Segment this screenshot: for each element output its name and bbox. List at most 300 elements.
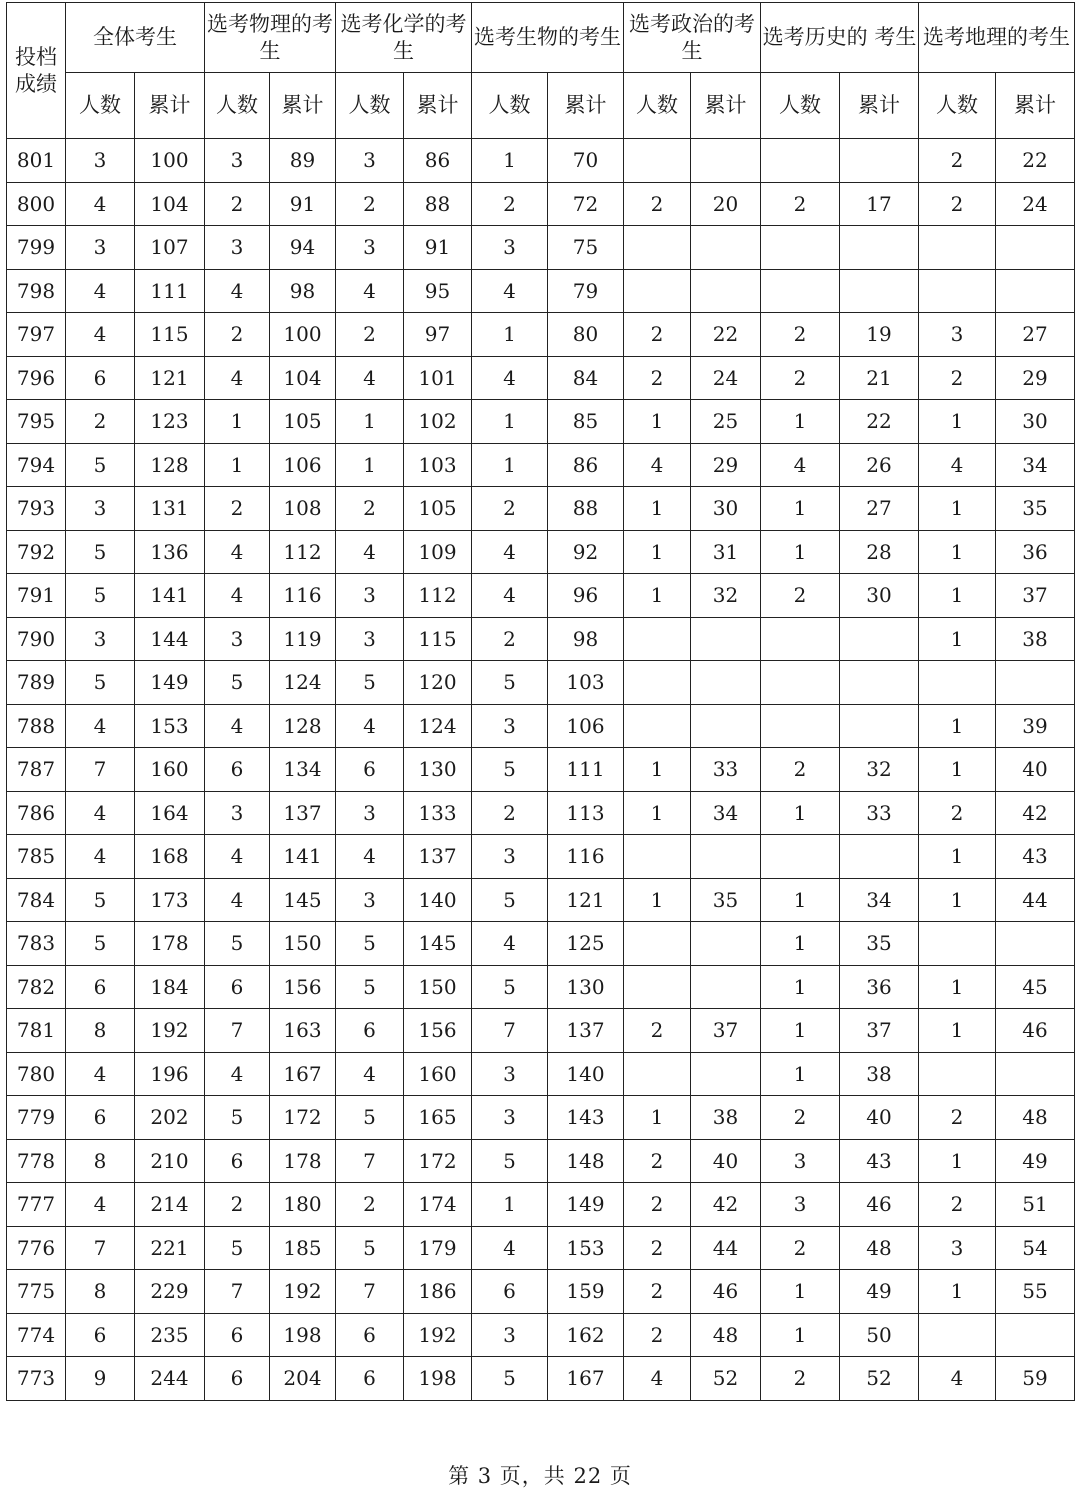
cumulative-cell: 50 [840,1313,919,1357]
cumulative-cell [691,617,761,661]
cumulative-cell: 111 [135,269,205,313]
cumulative-cell: 180 [270,1183,336,1227]
cumulative-cell [691,965,761,1009]
score-cell: 794 [7,443,66,487]
cumulative-cell: 137 [404,835,472,879]
count-cell: 5 [472,661,548,705]
count-cell: 6 [472,1270,548,1314]
cumulative-cell: 192 [270,1270,336,1314]
count-cell: 6 [336,1313,404,1357]
count-cell: 6 [66,1313,135,1357]
cumulative-cell: 37 [840,1009,919,1053]
count-cell: 4 [472,922,548,966]
cumulative-cell: 39 [996,704,1075,748]
count-cell: 2 [919,791,996,835]
count-cell: 2 [336,313,404,357]
count-cell: 1 [472,443,548,487]
cumulative-cell: 25 [691,400,761,444]
count-cell: 3 [205,791,270,835]
count-cell: 4 [472,269,548,313]
count-cell: 1 [919,835,996,879]
count-cell: 2 [205,182,270,226]
count-cell: 5 [66,922,135,966]
cumulative-cell: 156 [404,1009,472,1053]
count-cell: 3 [919,313,996,357]
count-cell: 4 [205,269,270,313]
cumulative-cell [840,661,919,705]
cumulative-header: 累计 [404,73,472,139]
cumulative-cell [691,226,761,270]
cumulative-cell: 128 [135,443,205,487]
cumulative-cell: 128 [270,704,336,748]
cumulative-cell: 160 [135,748,205,792]
cumulative-cell: 148 [548,1139,624,1183]
count-cell: 3 [761,1139,840,1183]
score-cell: 777 [7,1183,66,1227]
cumulative-cell: 29 [691,443,761,487]
count-cell: 1 [761,530,840,574]
cumulative-cell: 131 [135,487,205,531]
count-header: 人数 [919,73,996,139]
count-cell: 5 [472,1139,548,1183]
count-cell [919,226,996,270]
table-row [7,1139,1075,1183]
cumulative-cell: 22 [996,139,1075,183]
cumulative-cell: 42 [996,791,1075,835]
cumulative-cell: 48 [691,1313,761,1357]
cumulative-cell: 168 [135,835,205,879]
cumulative-cell: 204 [270,1357,336,1401]
count-cell: 1 [472,1183,548,1227]
count-cell: 2 [624,1226,691,1270]
count-cell [761,226,840,270]
count-cell: 4 [66,182,135,226]
count-cell: 3 [336,617,404,661]
table-row [7,1096,1075,1140]
count-cell: 1 [761,791,840,835]
count-cell: 6 [66,1096,135,1140]
count-cell: 2 [472,617,548,661]
cumulative-cell: 119 [270,617,336,661]
cumulative-cell [840,835,919,879]
count-cell: 2 [336,182,404,226]
cumulative-cell [996,226,1075,270]
count-cell: 4 [336,1052,404,1096]
group-header-physics: 选考物理的考生 [205,3,336,73]
table-row [7,1183,1075,1227]
cumulative-cell: 19 [840,313,919,357]
cumulative-cell: 72 [548,182,624,226]
cumulative-cell: 75 [548,226,624,270]
score-cell: 781 [7,1009,66,1053]
count-cell: 4 [205,1052,270,1096]
cumulative-cell: 165 [404,1096,472,1140]
count-cell: 1 [761,1052,840,1096]
cumulative-cell: 141 [270,835,336,879]
cumulative-cell: 107 [135,226,205,270]
count-cell [624,269,691,313]
cumulative-cell: 192 [135,1009,205,1053]
count-cell: 4 [624,443,691,487]
cumulative-cell: 167 [548,1357,624,1401]
score-cell: 789 [7,661,66,705]
cumulative-cell [691,835,761,879]
count-cell: 1 [624,574,691,618]
count-cell: 7 [205,1009,270,1053]
count-cell: 2 [919,1096,996,1140]
count-cell: 3 [336,139,404,183]
group-header-biology: 选考生物的考生 [472,3,624,73]
count-cell [624,661,691,705]
table-row [7,574,1075,618]
table-body [7,139,1075,1401]
cumulative-cell: 137 [548,1009,624,1053]
count-cell: 3 [66,487,135,531]
cumulative-cell: 162 [548,1313,624,1357]
cumulative-cell: 244 [135,1357,205,1401]
count-cell: 5 [472,878,548,922]
count-cell [919,1313,996,1357]
cumulative-cell: 149 [548,1183,624,1227]
cumulative-header: 累计 [270,73,336,139]
count-cell: 4 [66,1052,135,1096]
cumulative-cell: 105 [270,400,336,444]
count-cell: 4 [66,791,135,835]
count-cell: 5 [66,661,135,705]
count-cell [624,617,691,661]
table-row [7,487,1075,531]
count-cell: 2 [472,487,548,531]
cumulative-cell: 106 [548,704,624,748]
cumulative-cell: 86 [404,139,472,183]
cumulative-cell: 48 [840,1226,919,1270]
score-cell: 795 [7,400,66,444]
cumulative-cell: 91 [404,226,472,270]
group-header-chemistry: 选考化学的考生 [336,3,472,73]
cumulative-cell [840,226,919,270]
count-cell: 5 [336,922,404,966]
cumulative-header: 累计 [135,73,205,139]
count-cell: 2 [624,1313,691,1357]
count-cell [761,269,840,313]
cumulative-cell: 89 [270,139,336,183]
count-cell: 4 [66,835,135,879]
count-cell: 1 [472,400,548,444]
cumulative-cell: 37 [996,574,1075,618]
count-cell: 1 [919,487,996,531]
cumulative-cell: 141 [135,574,205,618]
count-cell: 1 [919,1009,996,1053]
count-cell: 5 [336,965,404,1009]
table-row [7,139,1075,183]
cumulative-cell: 173 [135,878,205,922]
count-cell: 5 [205,922,270,966]
cumulative-cell: 178 [270,1139,336,1183]
cumulative-cell: 100 [270,313,336,357]
table-row [7,313,1075,357]
score-cell: 783 [7,922,66,966]
cumulative-cell: 120 [404,661,472,705]
cumulative-cell: 43 [840,1139,919,1183]
count-cell: 4 [66,269,135,313]
score-cell: 788 [7,704,66,748]
count-cell: 2 [472,182,548,226]
cumulative-cell: 104 [270,356,336,400]
count-cell: 4 [336,269,404,313]
count-header: 人数 [624,73,691,139]
count-cell: 5 [472,748,548,792]
cumulative-header: 累计 [691,73,761,139]
cumulative-cell: 109 [404,530,472,574]
count-cell [919,661,996,705]
count-cell: 2 [205,313,270,357]
count-cell: 5 [66,443,135,487]
cumulative-cell: 30 [996,400,1075,444]
cumulative-cell: 44 [691,1226,761,1270]
count-cell: 3 [472,835,548,879]
cumulative-cell: 116 [270,574,336,618]
count-cell: 7 [472,1009,548,1053]
score-cell: 790 [7,617,66,661]
count-cell: 3 [336,574,404,618]
count-cell: 5 [205,661,270,705]
count-cell: 1 [761,1270,840,1314]
cumulative-cell: 134 [270,748,336,792]
cumulative-cell: 98 [270,269,336,313]
cumulative-cell: 98 [548,617,624,661]
cumulative-cell: 143 [548,1096,624,1140]
cumulative-cell: 149 [135,661,205,705]
count-cell: 2 [761,182,840,226]
count-cell: 2 [205,487,270,531]
cumulative-cell [996,922,1075,966]
count-cell: 2 [761,748,840,792]
cumulative-cell: 137 [270,791,336,835]
cumulative-cell: 34 [691,791,761,835]
cumulative-cell: 33 [691,748,761,792]
table-row [7,530,1075,574]
count-cell: 9 [66,1357,135,1401]
cumulative-cell: 91 [270,182,336,226]
cumulative-cell: 159 [548,1270,624,1314]
cumulative-cell: 115 [404,617,472,661]
count-cell: 4 [336,704,404,748]
cumulative-cell: 52 [840,1357,919,1401]
cumulative-cell: 198 [404,1357,472,1401]
count-cell: 8 [66,1009,135,1053]
cumulative-cell: 145 [404,922,472,966]
cumulative-cell: 153 [135,704,205,748]
cumulative-cell: 30 [691,487,761,531]
cumulative-cell: 184 [135,965,205,1009]
cumulative-cell: 46 [840,1183,919,1227]
score-cell: 776 [7,1226,66,1270]
count-cell: 3 [66,139,135,183]
count-cell: 1 [624,400,691,444]
cumulative-cell [691,269,761,313]
cumulative-cell: 96 [548,574,624,618]
cumulative-cell: 52 [691,1357,761,1401]
count-cell: 1 [919,530,996,574]
cumulative-cell: 84 [548,356,624,400]
count-cell: 4 [472,574,548,618]
count-cell [624,1052,691,1096]
cumulative-cell: 105 [404,487,472,531]
cumulative-cell: 140 [404,878,472,922]
cumulative-header: 累计 [996,73,1075,139]
cumulative-cell: 88 [404,182,472,226]
count-cell [761,835,840,879]
score-cell: 774 [7,1313,66,1357]
cumulative-cell [691,1052,761,1096]
cumulative-cell: 133 [404,791,472,835]
cumulative-cell: 38 [840,1052,919,1096]
count-cell: 5 [205,1096,270,1140]
group-header-geography: 选考地理的考生 [919,3,1075,73]
count-cell: 1 [761,1009,840,1053]
count-cell: 4 [336,530,404,574]
table-row [7,1313,1075,1357]
cumulative-cell: 49 [996,1139,1075,1183]
count-cell: 1 [624,748,691,792]
count-cell [761,139,840,183]
count-cell: 1 [761,922,840,966]
cumulative-cell: 54 [996,1226,1075,1270]
cumulative-cell: 44 [996,878,1075,922]
cumulative-cell: 45 [996,965,1075,1009]
count-cell [624,704,691,748]
count-cell: 1 [205,443,270,487]
count-cell: 4 [919,443,996,487]
table-row [7,1009,1075,1053]
cumulative-cell: 163 [270,1009,336,1053]
count-cell: 2 [761,574,840,618]
cumulative-cell: 103 [548,661,624,705]
table-row [7,748,1075,792]
cumulative-cell: 38 [691,1096,761,1140]
table-row [7,965,1075,1009]
cumulative-cell: 38 [996,617,1075,661]
table-row [7,922,1075,966]
cumulative-cell: 101 [404,356,472,400]
cumulative-cell [996,1313,1075,1357]
table-row [7,400,1075,444]
count-cell: 2 [919,1183,996,1227]
cumulative-cell: 100 [135,139,205,183]
count-cell: 3 [472,1096,548,1140]
score-cell: 798 [7,269,66,313]
group-header-history: 选考历史的 考生 [761,3,919,73]
cumulative-cell [840,704,919,748]
score-cell: 792 [7,530,66,574]
count-cell: 1 [919,704,996,748]
table-row [7,878,1075,922]
score-cell: 782 [7,965,66,1009]
cumulative-cell [691,661,761,705]
table-row [7,1226,1075,1270]
count-cell: 3 [66,617,135,661]
count-cell: 2 [624,313,691,357]
cumulative-cell: 150 [270,922,336,966]
count-cell: 2 [66,400,135,444]
count-cell: 1 [919,574,996,618]
count-cell: 4 [66,313,135,357]
count-cell: 3 [472,226,548,270]
count-header: 人数 [761,73,840,139]
cumulative-cell: 35 [840,922,919,966]
cumulative-cell: 124 [270,661,336,705]
cumulative-cell: 121 [135,356,205,400]
cumulative-cell: 49 [840,1270,919,1314]
cumulative-cell: 115 [135,313,205,357]
count-header: 人数 [66,73,135,139]
table-row [7,1357,1075,1401]
count-cell: 3 [336,226,404,270]
count-cell: 5 [66,530,135,574]
cumulative-cell [996,1052,1075,1096]
count-cell: 4 [472,356,548,400]
cumulative-cell: 140 [548,1052,624,1096]
cumulative-cell: 112 [404,574,472,618]
count-cell: 1 [472,139,548,183]
count-cell: 2 [336,1183,404,1227]
count-cell: 1 [624,878,691,922]
count-cell: 2 [761,1096,840,1140]
cumulative-cell: 40 [996,748,1075,792]
count-cell: 2 [624,182,691,226]
count-cell: 5 [336,1096,404,1140]
count-header: 人数 [336,73,404,139]
table-row [7,617,1075,661]
cumulative-cell: 172 [404,1139,472,1183]
count-cell: 3 [205,226,270,270]
count-cell: 3 [66,226,135,270]
cumulative-cell [691,922,761,966]
count-cell: 1 [761,965,840,1009]
cumulative-cell: 102 [404,400,472,444]
cumulative-cell [996,269,1075,313]
count-cell: 4 [336,356,404,400]
count-cell: 2 [761,313,840,357]
cumulative-cell: 174 [404,1183,472,1227]
cumulative-cell: 172 [270,1096,336,1140]
count-cell: 3 [761,1183,840,1227]
count-cell: 2 [761,356,840,400]
cumulative-cell: 94 [270,226,336,270]
cumulative-cell: 43 [996,835,1075,879]
cumulative-cell: 32 [691,574,761,618]
count-cell: 2 [624,1139,691,1183]
count-cell: 2 [919,182,996,226]
cumulative-cell: 40 [840,1096,919,1140]
count-cell: 3 [472,1052,548,1096]
count-cell: 1 [761,878,840,922]
score-cell: 773 [7,1357,66,1401]
cumulative-cell: 235 [135,1313,205,1357]
count-cell: 4 [919,1357,996,1401]
count-cell [624,226,691,270]
cumulative-cell: 103 [404,443,472,487]
count-cell: 7 [66,1226,135,1270]
cumulative-cell: 34 [840,878,919,922]
count-cell: 6 [66,965,135,1009]
count-cell: 6 [205,1357,270,1401]
cumulative-cell: 36 [840,965,919,1009]
count-cell: 1 [761,1313,840,1357]
count-cell [919,922,996,966]
count-cell: 6 [66,356,135,400]
count-cell: 1 [205,400,270,444]
